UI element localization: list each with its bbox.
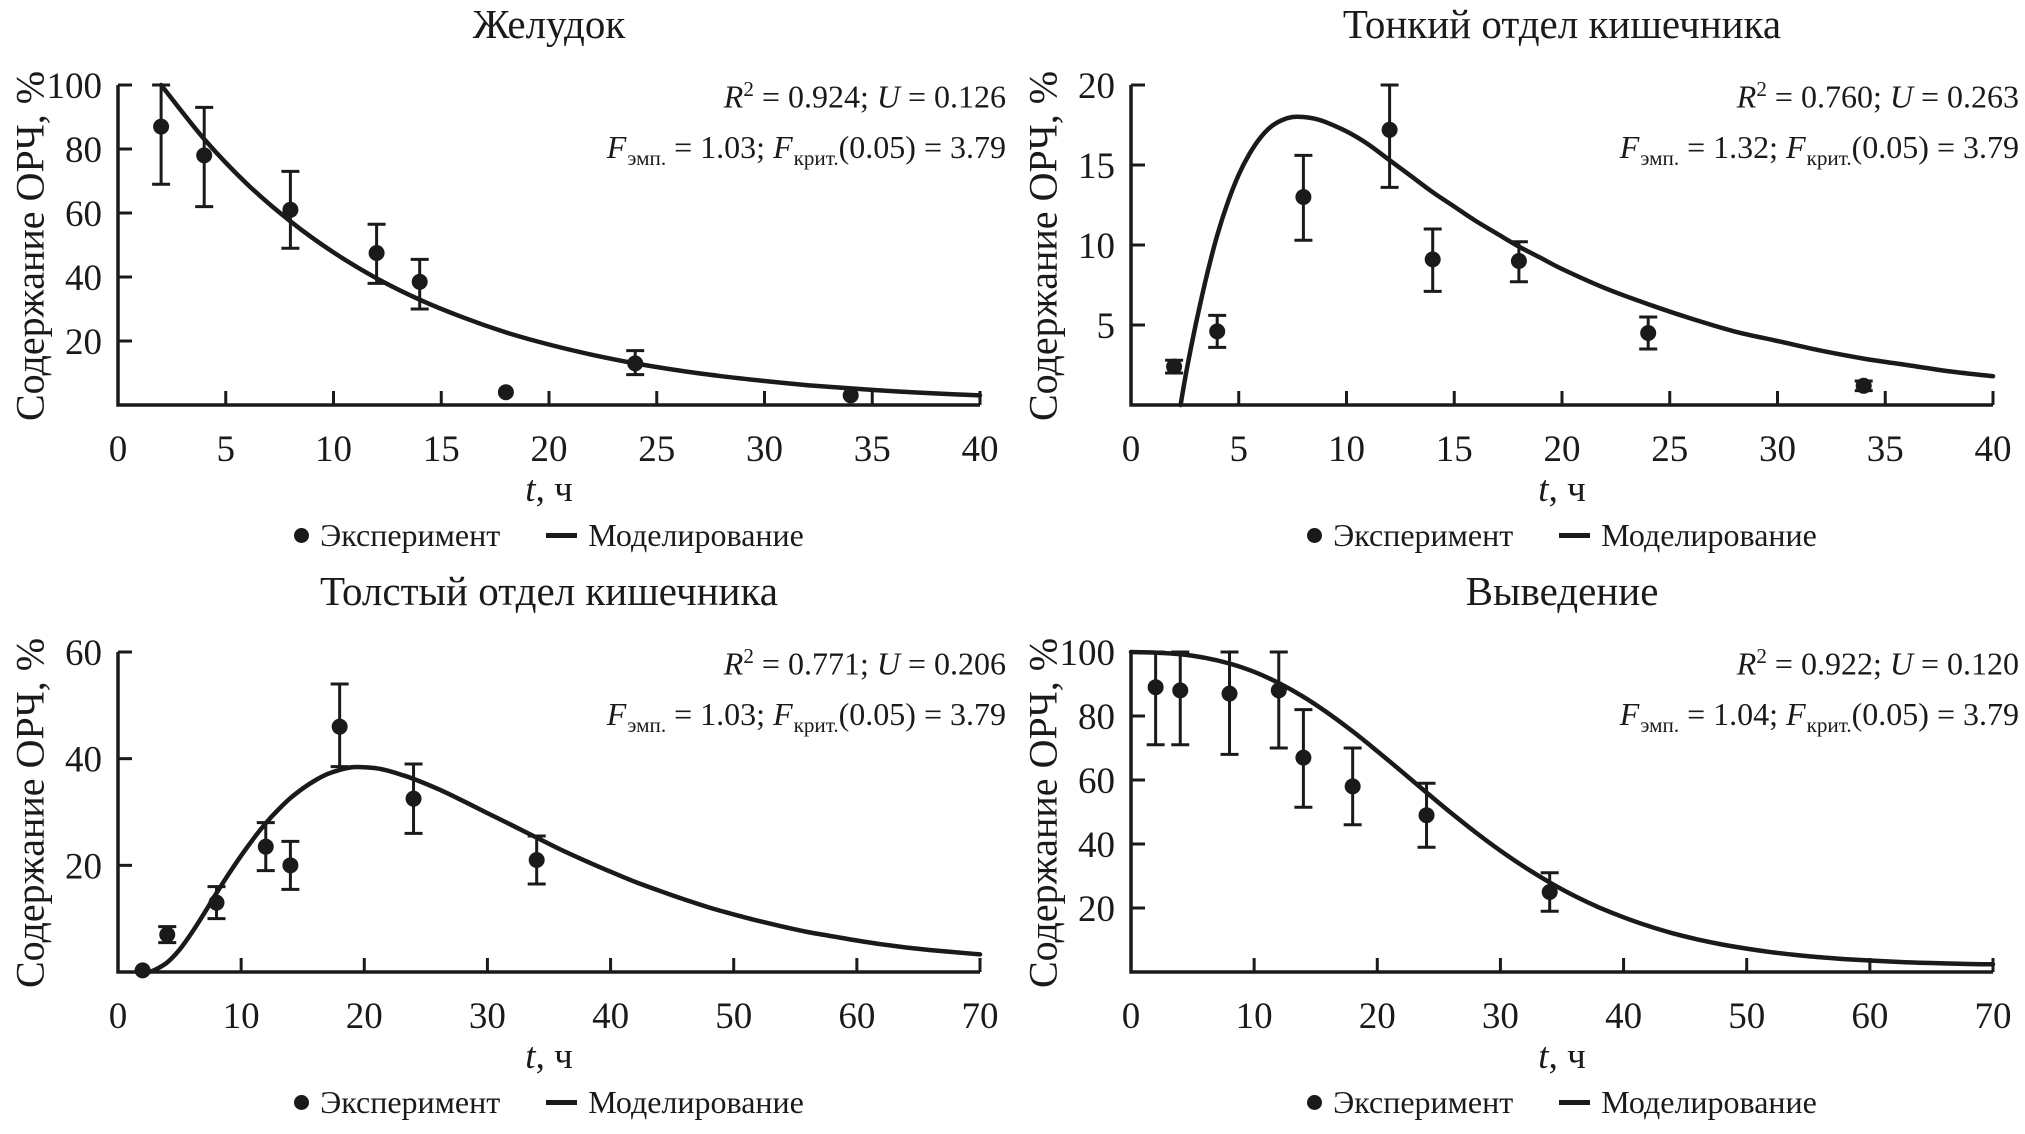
data-point — [529, 852, 545, 868]
legend-line-icon — [1559, 533, 1590, 538]
stats-line-1 — [607, 64, 1006, 122]
x-tick-label: 15 — [422, 429, 460, 470]
legend-item-model — [546, 1083, 804, 1121]
legend-model-label: Моделирование — [588, 517, 804, 553]
y-tick-label: 40 — [1078, 825, 1115, 866]
data-point — [843, 387, 859, 403]
legend-item-model — [1559, 1083, 1817, 1121]
y-tick-label: 100 — [46, 66, 102, 107]
x-tick-label: 10 — [1328, 429, 1365, 470]
x-tick-label: 25 — [638, 429, 676, 470]
chart-small-intestine — [1013, 0, 2025, 567]
x-tick-label: 70 — [961, 996, 999, 1037]
data-point — [1856, 378, 1872, 394]
data-point — [258, 839, 274, 855]
x-tick-label: 20 — [345, 996, 383, 1037]
x-tick-label: 0 — [108, 996, 128, 1037]
text-segment: t — [525, 469, 536, 510]
text-segment: 2 — [1756, 77, 1767, 101]
x-tick-label: 10 — [315, 429, 352, 470]
y-tick-label: 100 — [1059, 633, 1115, 674]
text-segment: , ч — [535, 1036, 573, 1077]
x-tick-label: 60 — [1851, 996, 1889, 1037]
data-point — [1542, 884, 1558, 900]
legend-dot-icon — [1307, 528, 1322, 543]
data-point — [412, 274, 428, 290]
y-tick-label: 20 — [65, 846, 102, 888]
x-tick-label: 10 — [222, 996, 260, 1037]
text-segment: F — [773, 695, 793, 732]
x-tick-label: 40 — [1974, 429, 2012, 470]
y-tick-label: 20 — [1078, 66, 1115, 107]
legend-item-experiment — [294, 1083, 500, 1121]
stats-line-1 — [1620, 64, 2019, 122]
x-axis-label — [118, 470, 980, 510]
legend-model-label: Моделирование — [1601, 1084, 1817, 1120]
x-tick-label: 20 — [530, 429, 568, 470]
chart-title: Тонкий отдел кишечника — [1342, 1, 1782, 47]
x-tick-label: 30 — [468, 996, 506, 1037]
text-segment: = 0.760; — [1766, 78, 1890, 115]
y-tick-label: 20 — [1078, 889, 1115, 930]
x-tick-label: 60 — [838, 996, 876, 1037]
x-tick-label: 0 — [108, 429, 128, 470]
text-segment: t — [525, 1036, 536, 1077]
text-segment: 2 — [1756, 644, 1767, 668]
legend-item-experiment — [1307, 1083, 1513, 1121]
text-segment: 2 — [743, 77, 754, 101]
legend-dot-icon — [294, 1095, 309, 1110]
text-segment: = 1.32; — [1679, 128, 1787, 165]
y-tick-label: 60 — [65, 633, 102, 674]
text-segment: (0.05) = 3.79 — [1851, 128, 2019, 165]
x-tick-label: 70 — [1974, 996, 2012, 1037]
text-segment: t — [1538, 1036, 1549, 1077]
legend-line-icon — [546, 1100, 577, 1105]
y-tick-label: 40 — [65, 258, 102, 299]
data-point — [135, 962, 151, 978]
x-tick-label: 40 — [1605, 996, 1643, 1037]
x-tick-label: 30 — [746, 429, 783, 470]
text-segment: = 0.924; — [753, 78, 877, 115]
legend-line-icon — [546, 533, 577, 538]
data-point — [153, 119, 169, 135]
text-segment: F — [1786, 128, 1806, 165]
text-segment: (0.05) = 3.79 — [1851, 695, 2019, 732]
legend — [118, 516, 980, 554]
stats-line-2 — [1620, 689, 2019, 750]
data-point — [498, 384, 514, 400]
data-point — [1640, 325, 1656, 341]
chart-excretion — [1013, 567, 2025, 1134]
x-tick-label: 5 — [216, 429, 235, 470]
text-segment: = 0.126 — [899, 78, 1006, 115]
stats-line-1 — [607, 631, 1006, 689]
x-axis-label — [1131, 470, 1993, 510]
legend-experiment-label: Эксперимент — [320, 1084, 501, 1120]
x-tick-label: 0 — [1121, 996, 1141, 1037]
legend-line-icon — [1559, 1100, 1590, 1105]
chart-title: Толстый отдел кишечника — [320, 568, 778, 614]
x-tick-label: 30 — [1481, 996, 1519, 1037]
text-segment: F — [1619, 695, 1640, 732]
text-segment: R — [1736, 78, 1757, 115]
data-point — [1425, 251, 1441, 267]
text-segment: F — [1786, 695, 1806, 732]
x-tick-label: 35 — [1866, 429, 1904, 470]
data-point — [369, 245, 385, 261]
text-segment: эмп. — [1640, 713, 1680, 738]
y-tick-label: 20 — [65, 322, 102, 363]
legend-experiment-label: Эксперимент — [1333, 517, 1514, 553]
text-segment: = 0.263 — [1912, 78, 2019, 115]
text-segment: R — [1736, 645, 1757, 682]
text-segment: = 1.04; — [1679, 695, 1787, 732]
x-tick-label: 0 — [1121, 429, 1141, 470]
x-tick-label: 10 — [1235, 996, 1273, 1037]
x-tick-label: 5 — [1229, 429, 1248, 470]
data-point — [1295, 750, 1311, 766]
y-tick-label: 60 — [65, 194, 102, 235]
data-point — [1271, 682, 1287, 698]
y-tick-label: 15 — [1078, 146, 1115, 187]
stats-line-2 — [607, 122, 1006, 183]
y-tick-label: 80 — [65, 130, 102, 171]
x-axis-label — [118, 1037, 980, 1077]
text-segment: эмп. — [627, 146, 667, 171]
chart-large-intestine — [0, 567, 1012, 1134]
text-segment: крит. — [793, 713, 839, 738]
stats-annotation — [1620, 631, 2019, 750]
data-point — [159, 927, 175, 943]
x-tick-label: 40 — [961, 429, 999, 470]
x-tick-label: 35 — [853, 429, 891, 470]
data-point — [1419, 807, 1435, 823]
chart-title: Выведение — [1465, 568, 1659, 614]
stats-annotation — [607, 64, 1006, 183]
x-axis-label — [1131, 1037, 1993, 1077]
text-segment: крит. — [793, 146, 839, 171]
chart-stomach — [0, 0, 1012, 567]
text-segment: , ч — [1548, 1036, 1586, 1077]
legend-dot-icon — [1307, 1095, 1322, 1110]
legend-experiment-label: Эксперимент — [320, 517, 501, 553]
text-segment: 2 — [743, 644, 754, 668]
y-tick-label: 40 — [65, 739, 102, 781]
legend-item-model — [546, 516, 804, 554]
y-axis-label: Содержание ОРЧ, % — [1020, 70, 1066, 422]
stats-annotation — [1620, 64, 2019, 183]
x-tick-label: 25 — [1651, 429, 1689, 470]
y-tick-label: 80 — [1078, 697, 1115, 738]
text-segment: F — [606, 128, 627, 165]
data-point — [332, 719, 348, 735]
text-segment: = 0.120 — [1912, 645, 2019, 682]
data-point — [1222, 686, 1238, 702]
y-axis-label: Содержание ОРЧ, % — [1020, 637, 1066, 989]
text-segment: = 1.03; — [666, 128, 774, 165]
text-segment: эмп. — [627, 713, 667, 738]
data-point — [282, 857, 298, 873]
legend-dot-icon — [294, 528, 309, 543]
stats-annotation — [607, 631, 1006, 750]
text-segment: , ч — [1548, 469, 1586, 510]
data-point — [1166, 359, 1182, 375]
y-axis-label: Содержание ОРЧ, % — [7, 70, 53, 422]
legend-item-experiment — [294, 516, 500, 554]
text-segment: F — [1619, 128, 1640, 165]
data-point — [209, 895, 225, 911]
text-segment: U — [1889, 78, 1913, 115]
text-segment: t — [1538, 469, 1549, 510]
text-segment: U — [876, 78, 900, 115]
text-segment: F — [773, 128, 793, 165]
text-segment: (0.05) = 3.79 — [838, 128, 1006, 165]
legend — [1131, 516, 1993, 554]
y-tick-label: 5 — [1096, 306, 1115, 347]
stats-line-2 — [607, 689, 1006, 750]
text-segment: = 0.922; — [1766, 645, 1890, 682]
legend — [1131, 1083, 1993, 1121]
x-tick-label: 30 — [1759, 429, 1796, 470]
data-point — [1511, 253, 1527, 269]
x-tick-label: 20 — [1358, 996, 1396, 1037]
stats-line-1 — [1620, 631, 2019, 689]
text-segment: крит. — [1806, 146, 1852, 171]
data-point — [196, 147, 212, 163]
x-tick-label: 40 — [592, 996, 630, 1037]
data-point — [1148, 679, 1164, 695]
x-tick-label: 50 — [715, 996, 753, 1037]
data-point — [1295, 189, 1311, 205]
text-segment: = 1.03; — [666, 695, 774, 732]
text-segment: крит. — [1806, 713, 1852, 738]
text-segment: (0.05) = 3.79 — [838, 695, 1006, 732]
y-tick-label: 60 — [1078, 761, 1115, 802]
legend-model-label: Моделирование — [1601, 517, 1817, 553]
text-segment: = 0.206 — [899, 645, 1006, 682]
legend-item-experiment — [1307, 516, 1513, 554]
x-tick-label: 20 — [1543, 429, 1581, 470]
text-segment: , ч — [535, 469, 573, 510]
text-segment: R — [723, 78, 744, 115]
text-segment: эмп. — [1640, 146, 1680, 171]
y-axis-label: Содержание ОРЧ, % — [7, 637, 53, 989]
x-tick-label: 15 — [1435, 429, 1473, 470]
data-point — [1345, 778, 1361, 794]
text-segment: R — [723, 645, 744, 682]
x-tick-label: 50 — [1728, 996, 1766, 1037]
text-segment: = 0.771; — [753, 645, 877, 682]
legend — [118, 1083, 980, 1121]
legend-experiment-label: Эксперимент — [1333, 1084, 1514, 1120]
data-point — [1382, 122, 1398, 138]
text-segment: U — [876, 645, 900, 682]
data-point — [406, 791, 422, 807]
legend-model-label: Моделирование — [588, 1084, 804, 1120]
stats-line-2 — [1620, 122, 2019, 183]
text-segment: F — [606, 695, 627, 732]
text-segment: U — [1889, 645, 1913, 682]
data-point — [627, 355, 643, 371]
data-point — [1209, 323, 1225, 339]
data-point — [282, 202, 298, 218]
y-tick-label: 10 — [1078, 226, 1115, 267]
data-point — [1172, 682, 1188, 698]
legend-item-model — [1559, 516, 1817, 554]
chart-title: Желудок — [472, 1, 626, 47]
